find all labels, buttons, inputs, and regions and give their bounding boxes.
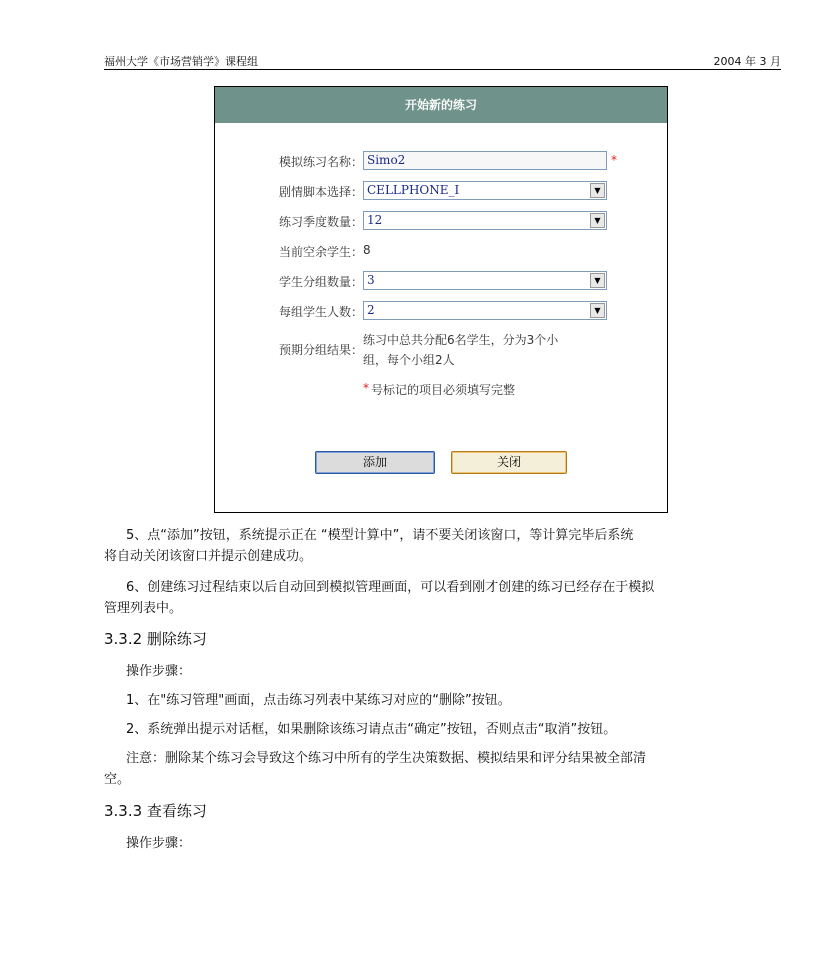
delete-step-1	[104, 690, 780, 711]
per-group-select[interactable]	[363, 301, 607, 320]
delete-step-1-text: 1、在"练习管理"画面，点击练习列表中某练习对应的“删除”按钮。	[126, 693, 511, 708]
quarters-value: 12	[367, 213, 383, 227]
chevron-down-icon[interactable]: ▼	[590, 273, 605, 288]
exercise-name-input[interactable]	[363, 151, 607, 170]
paragraph-step6-cont	[104, 598, 780, 619]
result-line-1: 练习中总共分配6名学生，分为3个小	[363, 333, 559, 347]
groups-row	[251, 273, 363, 290]
paragraph-step6	[104, 577, 780, 598]
quarters-label: 练习季度数量：	[278, 215, 363, 229]
paragraph-step5	[104, 525, 780, 546]
per-group-row	[251, 303, 363, 320]
free-students-label: 当前空余学生：	[278, 245, 363, 259]
chevron-down-icon[interactable]: ▼	[590, 303, 605, 318]
p5-line2: 将自动关闭该窗口并提示创建成功。	[104, 549, 313, 564]
section-heading-view: 3.3.3 查看练习	[104, 802, 207, 820]
quarters-select[interactable]	[363, 211, 607, 230]
steps-label-view	[104, 833, 780, 854]
section-heading-delete: 3.3.2 删除练习	[104, 630, 207, 648]
result-line-2: 组，每个小组2人	[363, 353, 455, 367]
name-label: 模拟练习名称：	[278, 155, 363, 169]
script-select[interactable]	[363, 181, 607, 200]
required-asterisk: *	[363, 381, 369, 395]
delete-step-2-text: 2、系统弹出提示对话框，如果删除该练习请点击“确定”按钮，否则点击“取消”按钮。	[126, 722, 617, 737]
quarters-row	[251, 213, 363, 230]
p6-line2: 管理列表中。	[104, 601, 183, 616]
per-group-value: 2	[367, 303, 375, 317]
delete-note-line2: 空。	[104, 772, 131, 787]
script-value: CELLPHONE_I	[367, 183, 460, 197]
delete-note	[104, 748, 780, 769]
required-note: 号标记的项目必须填写完整	[371, 383, 516, 397]
chevron-down-icon[interactable]: ▼	[590, 183, 605, 198]
chevron-down-icon[interactable]: ▼	[590, 213, 605, 228]
steps-label-2: 操作步骤：	[126, 836, 192, 851]
result-label: 预期分组结果：	[278, 343, 363, 357]
result-row	[251, 341, 363, 358]
p6-line1: 6、创建练习过程结束以后自动回到模拟管理画面，可以看到刚才创建的练习已经存在于模拟	[126, 580, 655, 595]
required-asterisk: *	[611, 153, 617, 167]
name-row	[251, 153, 363, 170]
paragraph-step5-cont	[104, 546, 780, 567]
delete-note-line1: 注意：删除某个练习会导致这个练习中所有的学生决策数据、模拟结果和评分结果被全部清	[126, 751, 647, 766]
groups-select[interactable]	[363, 271, 607, 290]
per-group-label: 每组学生人数：	[278, 305, 363, 319]
free-students-value: 8	[363, 243, 371, 257]
steps-label-delete	[104, 661, 780, 682]
groups-label: 学生分组数量：	[278, 275, 363, 289]
close-button[interactable]: 关闭	[451, 451, 567, 474]
script-row	[251, 183, 363, 200]
script-label: 剧情脚本选择：	[278, 185, 363, 199]
delete-step-2	[104, 719, 780, 740]
header-rule	[104, 69, 781, 70]
page-header-right: 2004 年 3 月	[713, 55, 781, 68]
groups-value: 3	[367, 273, 375, 287]
add-button[interactable]: 添加	[315, 451, 435, 474]
new-exercise-dialog	[214, 86, 668, 513]
p5-line1: 5、点“添加”按钮，系统提示正在 “模型计算中”，请不要关闭该窗口，等计算完毕后系统	[126, 528, 634, 543]
steps-label: 操作步骤：	[126, 664, 192, 679]
delete-note-cont	[104, 769, 780, 790]
dialog-title: 开始新的练习	[215, 87, 667, 123]
free-students-row	[251, 243, 363, 260]
page-header-left: 福州大学《市场营销学》课程组	[104, 55, 258, 68]
exercise-name-value: Simo2	[367, 153, 406, 167]
